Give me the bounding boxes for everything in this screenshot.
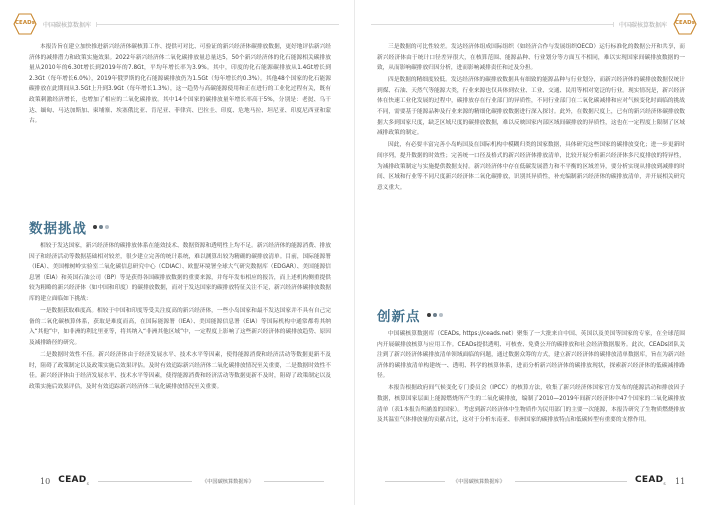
header-rule-tick — [96, 22, 97, 27]
header-title: 中国碳核算数据库 — [618, 21, 667, 29]
right-body-column — [377, 42, 685, 195]
right-body-column-2 — [377, 329, 685, 427]
footer-rule — [264, 481, 324, 482]
body-paragraph: 因此，有必要丰富完善小岛屿国及在国际机构中模糊归类的国家数据，具体研究这些国家的碳排放变化；进一步更新时间序列，提升数据的时效性；完善统一口径及格式的新兴经济体排放清单，比较开展分析新兴经济体多尺度排放的特异性，为减排政策制定与实施提供数据支持。新兴经济体中存在低碳发展潜力和不平衡的区域差异，要分析实现从排放到减排的时间、区域和行业等不同尺度新兴经济体二氧化碳排放，识别其异质性，补充编制新兴经济体的碳排放清单，并开展相关研究意义重大。 — [377, 142, 685, 191]
left-header — [13, 17, 97, 31]
left-footer-title-wrap — [202, 474, 254, 488]
section-heading-data-challenges — [29, 217, 111, 237]
left-body-column — [29, 241, 331, 394]
header-rule — [96, 24, 339, 25]
header-rule — [371, 24, 614, 25]
footer-rule — [98, 481, 192, 482]
header-logo-text: CEADs — [675, 20, 695, 26]
heading-dots-icon — [427, 313, 445, 317]
left-footer — [40, 474, 89, 488]
right-footer — [635, 474, 685, 488]
header-title: 中国碳核算数据库 — [43, 21, 92, 29]
body-paragraph: 相较于发达国家，新兴经济体的碳排放体系在能效技术、数据资源和透明性上均不足。新兴经济体的能源消费、排放因子和经济活动等数据基础相对较差，很少建立完善的统计系统，难以测算出较为精确的碳排放清单。目前，国际能源署（IEA）、美国橡树岭实验室二氧化碳信息研究中心（CDIAC）、欧盟环境署全球大气研究数据库（EDGAR）、美国能源信息署（EIA）和英国石油公司（BP）等是获得各国碳排放数据的重要来源，并每年发布相应的报告，而上述机构侧重提供较为粗略的新兴经济体（如中国和印度）的碳排放数据，而对于发达国家的碳排放特征关注不足，新兴经济体碳排放数据库的建立面临如下挑战： — [29, 243, 331, 302]
right-footer-title-wrap — [453, 474, 505, 488]
right-page — [355, 0, 710, 505]
body-paragraph: 二是数据时效性不佳。新兴经济体由于经济发展水平、技术水平等因素，使得能源消费和经济活动等数据更新不及时，阻碍了政策制定以及政策实施后效果评估。及时有效追踪新兴经济体二氧化碳排放情况至关重要，二是数据时效性不佳。新兴经济体由于经济发展水平、技术水平等因素，使得能源消费和经济活动等数据更新不及时，阻碍了政策制定以及政策实施后效果评估，及时有效追踪新兴经济体二氧化碳排放情况至关重要。 — [29, 351, 331, 390]
footer-logo: $CEAD_s$ — [635, 475, 667, 487]
intro-paragraph: 本报告旨在建立加快推进新兴经济体碳核算工作、提供可对比、可验证的新兴经济体碳排放数据，更好地评估新兴经济体的减排潜力和政策实施效果。2022年新兴经济体二氧化碳排放量总量达5，50个新兴经济体的化石能源相关碳排放量从2010年的6.30t增长到2019年的7.8Gt，平均年增长率为3.9%。其中，印度的化石能源碳排放从1.4Gt增长到2.3Gt（每年增长6.0%），2019年俄罗斯的化石能源碳排放仍为1.5Gt（每年增长约0.3%）。其他48个国家的化石能源碳排放在此期间从3.5Gt上升到3.9Gt（每年增长1.3%），这一趋势与高碳能源使用和正在进行的工业化过程有关，既有政策刺激经济增长，也增加了相应的二氧化碳排放。其中14个国家的碳排放量年增长率高于5%，分别是：老挝、乌干达、缅甸、马达加斯加、柬埔寨、埃塞俄比亚、肯尼亚、菲律宾、巴拉圭、印度、危地马拉、坦尼亚、印度尼西亚和蒙古。 — [29, 44, 331, 125]
right-header — [613, 17, 697, 31]
footer-logo: $CEAD_s$ — [58, 475, 90, 487]
ceads-hexagon-logo-icon — [13, 13, 37, 35]
left-intro-column — [29, 42, 331, 128]
heading-dots-icon — [93, 225, 111, 229]
header-logo-text: CEADs — [15, 20, 35, 26]
section-title: 数据挑战 — [29, 221, 87, 237]
body-paragraph: 一是数据获取难度高。相较于中国和印度等受关注度高的新兴经济体，一些小岛国家和最不发达国家并不具有自己完备的二氧化碳核算体系，获取是难度而高，在国际能源署（IEA）、美国能源信息署（EIA）等国际机构中通常都将其纳入“其他”中，如非洲的利比里亚等，将其纳入“非洲其他区域”中，一定程度上影响了这些新兴经济体的碳排放趋势、原因及减排路径的研究。 — [29, 308, 331, 346]
page-number: 11 — [675, 476, 686, 486]
footer-title: 《中国碳核算数据库》 — [202, 478, 254, 485]
header-rule-tick — [613, 22, 614, 27]
ceads-hexagon-logo-icon — [673, 13, 697, 35]
body-paragraph: 本报告根据政府间气候变化专门委员会（IPCC）的核算方法，收集了新兴经济体国家官方发布的能源活动和排放因子数据，核算国家层面上能源燃烧所产生的二氧化碳排放，编制了2010—2019年间新兴经济体中47个国家的二氧化碳排放清单（表1本报告所涵盖的国家）。考虑到新兴经济体中生物质作为民用部门的主要一次能源，本报告研究了生物质燃烧排放及其温室气体排放量的贡献占比，这对于分析东南亚、非洲国家的碳排放特点和低碳转型有重要的支撑作用。 — [377, 385, 685, 424]
section-heading-innovation — [377, 305, 445, 325]
body-paragraph: 三是数据的可比性较差。发达经济体组成国际组织（如经济合作与发展组织OECD）运行标准化的数据公开和共享，而新兴经济体由于统计口径差异很大，在核算范围、能源品种、行业划分等方面互不相同，难以实现国家间碳排放数据的一致，从而影响碳排放归因分析，进而影响减排责任和过及分担。 — [377, 44, 685, 72]
footer-rule — [515, 481, 627, 482]
body-paragraph: 四是数据的精细度较低。发达经济体的碳排放数据具有细致的能源品种与行业划分，而新兴经济体的碳排放数据仅统计到煤、石油、天然气等能源大类，行业来源也仅具体到农业、工业、交通、民用等相对宽泛的行业。现实情况是，新兴经济体在快速工业化发展的过程中，碳排放存在行业部门的异质性，不同行业部门在二氧化碳减排和应对气候变化时面临的挑战不同，需要基于能源品种及行业来源的精细化碳排放数据进行深入探讨。此外，在数据尺度上，已有的新兴经济体碳排放数据大多到国家尺度，缺乏区域尺度的碳排放数据，难以反映国家内部区域间碳排放的异质性，这也在一定程度上限制了区域减排政策的制定。 — [377, 77, 685, 137]
footer-rule — [385, 481, 445, 482]
body-paragraph: 中国碳核算数据库（CEADs, https://ceads.net）聚集了一大批来自中国、英国以及美国等国家的专家，在全球范围内开展碳排放核算与应用工作。CEADs提供透明、可核查、免费公开的碳排放和社会经济数据服务。此次，CEADs团队关注到了新兴经济体碳排放清单领域面临的问题，通过数据众筹的方式，建立新兴经济体的碳排放清单数据库，旨在为新兴经济体的碳排放清单构建统一、透明、科学的核算体系，进而分析新兴经济体的碳排放现状，探索新兴经济体的低碳减排路径。 — [377, 331, 685, 380]
section-title: 创新点 — [377, 309, 421, 325]
footer-title: 《中国碳核算数据库》 — [453, 478, 505, 485]
page-number: 10 — [40, 476, 51, 486]
